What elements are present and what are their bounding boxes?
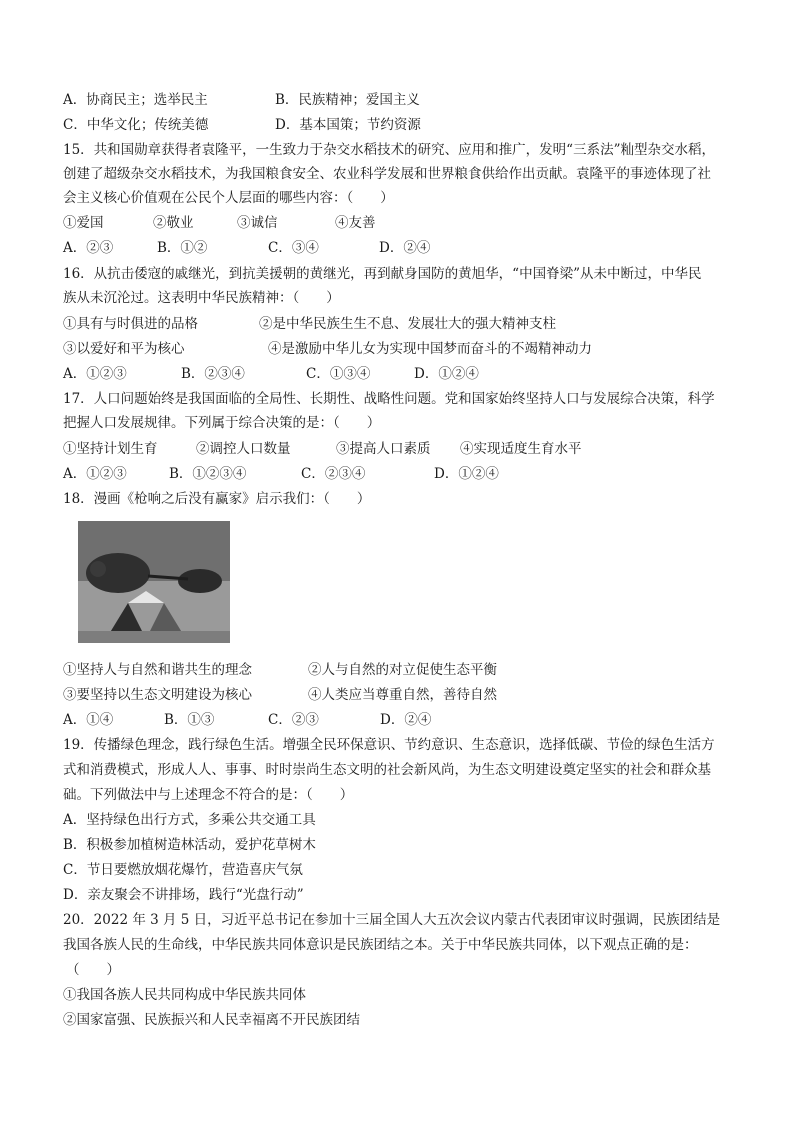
q19-option-d: D．亲友聚会不讲排场，践行“光盘行动” [63,887,304,903]
q18-item: ③要坚持以生态文明建设为核心 [63,687,252,703]
q17-option: A．①②③ [63,466,127,482]
q16-options [63,365,479,383]
q16-item: ④是激励中华儿女为实现中国梦而奋斗的不竭精神动力 [268,341,592,357]
q17-stem-line-1: 17．人口问题始终是我国面临的全局性、长期性、战略性问题。党和国家始终坚持人口与发展综合决策，科学 [63,391,715,407]
q17-item: ②调控人口数量 [196,441,291,457]
q16-option: A．①②③ [63,366,127,382]
q14-option-d: D．基本国策；节约资源 [275,117,421,133]
q20-item: ②国家富强、民族振兴和人民幸福离不开民族团结 [63,1012,360,1028]
q19-option-b: B．积极参加植树造林活动，爱护花草树木 [63,837,316,853]
q18-option: C．②③ [268,712,319,728]
q15-items [63,214,376,232]
q19-stem-line-2: 式和消费模式，形成人人、事事、时时崇尚生态文明的社会新风尚，为生态文明建设奠定坚实的社会和群众基 [63,762,711,778]
q16-option: C．①③④ [306,366,371,382]
q18-items-row-1 [63,661,497,679]
q18-option: B．①③ [164,712,215,728]
q14-options-row-1 [63,91,420,109]
cartoon-drawing [78,521,230,643]
q18-item: ②人与自然的对立促使生态平衡 [308,662,497,678]
q17-item: ①坚持计划生育 [63,441,158,457]
q18-item: ④人类应当尊重自然，善待自然 [308,687,497,703]
q19-stem-line-1: 19．传播绿色理念，践行绿色生活。增强全民环保意识、节约意识、生态意识，选择低碳、节俭的绿色生活方 [63,737,715,753]
q18-items-row-2 [63,686,497,704]
q19-option-c: C．节日要燃放烟花爆竹，营造喜庆气氛 [63,862,303,878]
q20-stem-line-1: 20．2022 年 3 月 5 日，习近平总书记在参加十三届全国人大五次会议内蒙古代表团审议时强调，民族团结是 [63,912,721,928]
q18-option: A．①④ [63,712,114,728]
q15-stem-line-3: 会主义核心价值观在公民个人层面的哪些内容：（ ） [63,190,394,206]
q17-option: C．②③④ [301,466,366,482]
q17-item: ③提高人口素质 [336,441,431,457]
q15-item: ④友善 [335,215,376,231]
q17-options [63,465,499,483]
q15-options [63,239,430,257]
q17-option: D．①②④ [434,466,499,482]
q14-option-b: B．民族精神；爱国主义 [275,92,420,108]
q20-item: ①我国各族人民共同构成中华民族共同体 [63,987,306,1003]
cartoon-head-left [90,561,106,577]
cartoon-figure-right [178,569,222,593]
cartoon-image [78,521,230,643]
q15-stem-line-1: 15．共和国勋章获得者袁隆平，一生致力于杂交水稻技术的研究、应用和推广，发明“三系法”籼型杂交水稻， [63,142,715,158]
q14-options-row-2 [63,116,421,134]
q15-item: ③诚信 [237,215,278,231]
q15-option: C．③④ [268,240,319,256]
q15-item: ②敬业 [153,215,194,231]
cartoon-ground [78,631,230,643]
q16-stem-line-1: 16．从抗击倭寇的戚继光，到抗美援朝的黄继光，再到献身国防的黄旭华，“中国脊梁”从未中断过，中华民 [63,266,702,282]
q18-option: D．②④ [380,712,432,728]
q18-options [63,711,431,729]
q17-item: ④实现适度生育水平 [460,441,582,457]
q15-option: D．②④ [379,240,431,256]
q17-stem-line-2: 把握人口发展规律。下列属于综合决策的是：（ ） [63,415,381,431]
q16-item: ①具有与时俱进的品格 [63,316,198,332]
q19-option-a: A．坚持绿色出行方式，多乘公共交通工具 [63,812,316,828]
q19-stem-line-3: 础。下列做法中与上述理念不符合的是：（ ） [63,787,354,803]
q16-item: ③以爱好和平为核心 [63,341,185,357]
q14-option-c: C．中华文化；传统美德 [63,117,209,133]
q15-option: A．②③ [63,240,114,256]
q20-stem-line-2: 我国各族人民的生命线，中华民族共同体意识是民族团结之本。关于中华民族共同体，以下观点正确的是： [63,937,698,953]
q17-option: B．①②③④ [169,466,247,482]
q18-stem: 18．漫画《枪响之后没有赢家》启示我们：（ ） [63,491,371,507]
q15-option: B．①② [157,240,208,256]
q17-items [63,440,582,458]
q18-item: ①坚持人与自然和谐共生的理念 [63,662,252,678]
q16-option: D．①②④ [414,366,479,382]
q15-stem-line-2: 创建了超级杂交水稻技术，为我国粮食安全、农业科学发展和世界粮食供给作出贡献。袁隆平的事迹体现了社 [63,166,711,182]
q16-option: B．②③④ [181,366,245,382]
q16-item: ②是中华民族生生不息、发展壮大的强大精神支柱 [259,316,556,332]
q16-items-row-1 [63,315,556,333]
q20-stem-line-3: （ ） [66,962,120,978]
q16-stem-line-2: 族从未沉沦过。这表明中华民族精神：（ ） [63,290,340,306]
q16-items-row-2 [63,340,592,358]
q15-item: ①爱国 [63,215,104,231]
q14-option-a: A．协商民主；选举民主 [63,92,208,108]
